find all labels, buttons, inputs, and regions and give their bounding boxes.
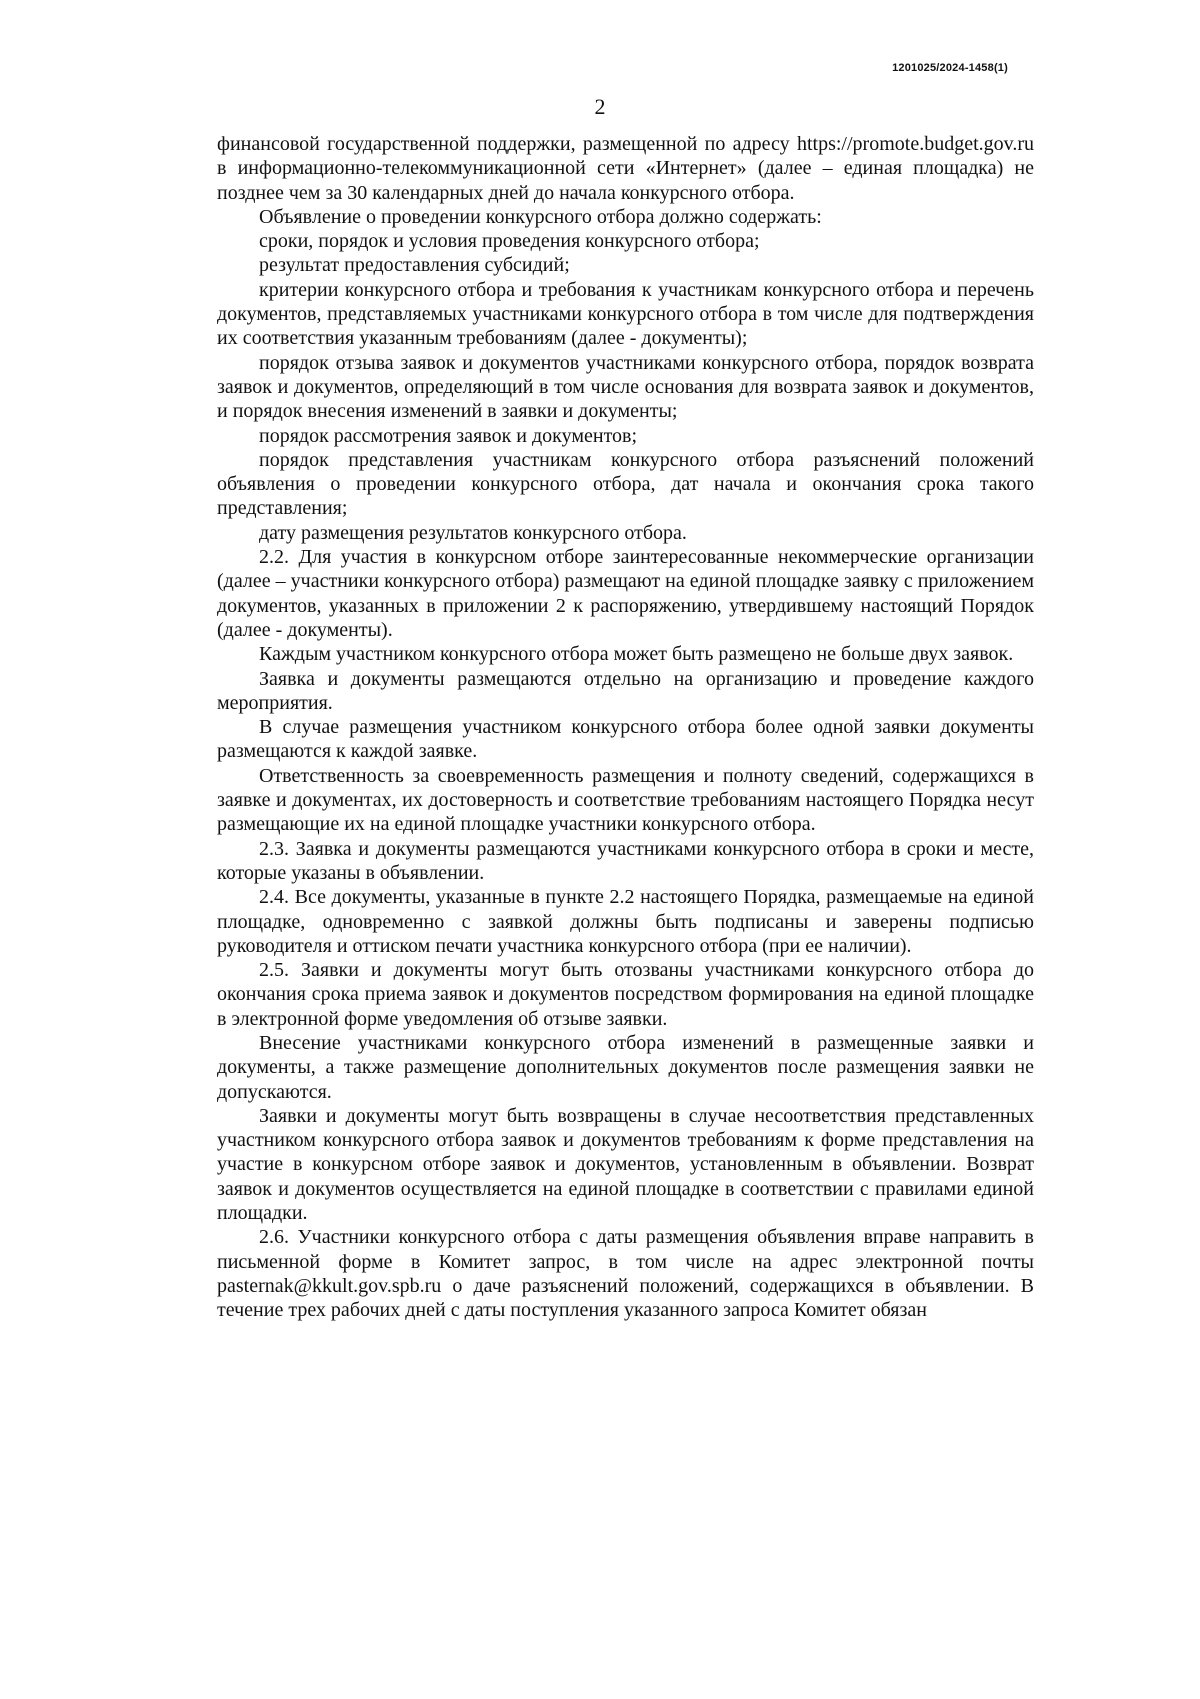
list-item: результат предоставления субсидий; xyxy=(259,254,570,277)
paragraph: Заявки и документы могут быть возвращены в случае несоответствия представленных участником конкурсного отбора заявок и документов требованиям к форме представления на участие в конкурсном отборе заявок и документов, установленным в объявлении. Возврат заявок и документов осуществляется на единой площадке в соответствии с правилами единой площадки. xyxy=(217,1104,1034,1225)
paragraph-continuation: финансовой государственной поддержки, размещенной по адресу https://promote.budget.gov.ru в информационно-телекоммуникационной сети «Интернет» (далее – единая площадка) не позднее чем за 30 календарных дней до начала конкурсного отбора. xyxy=(217,133,1034,204)
paragraph: Заявка и документы размещаются отдельно на организацию и проведение каждого мероприятия. xyxy=(217,667,1034,714)
clause-2-6: 2.6. Участники конкурсного отбора с даты размещения объявления вправе направить в письменной форме в Комитет запрос, в том числе на адрес электронной почты pasternak@kkult.gov.spb.ru о даче разъяснений положений, содержащихся в объявлении. В течение трех рабочих дней с даты поступления указанного запроса Комитет обязан xyxy=(217,1226,1034,1322)
paragraph: Объявление о проведении конкурсного отбора должно содержать: xyxy=(259,205,822,228)
list-item: порядок отзыва заявок и документов участниками конкурсного отбора, порядок возврата заявок и документов, определяющий в том числе основания для возврата заявок и документов, и порядок внесения изменений в заявки и документы; xyxy=(217,351,1034,423)
clause-2-5: 2.5. Заявки и документы могут быть отозваны участниками конкурсного отбора до окончания срока приема заявок и документов посредством формирования на единой площадке в электронной форме уведомления об отзыве заявки. xyxy=(217,959,1034,1030)
list-item: дату размещения результатов конкурсного отбора. xyxy=(259,521,687,544)
clause-2-4: 2.4. Все документы, указанные в пункте 2.2 настоящего Порядка, размещаемые на единой площадке, одновременно с заявкой должны быть подписаны и заверены подписью руководителя и оттиском печати участника конкурсного отбора (при ее наличии). xyxy=(217,886,1034,957)
document-body xyxy=(217,132,1034,1323)
paragraph: В случае размещения участником конкурсного отбора более одной заявки документы размещаются к каждой заявке. xyxy=(217,716,1034,763)
clause-2-2: 2.2. Для участия в конкурсном отборе заинтересованные некоммерческие организации (далее – участники конкурсного отбора) размещают на единой площадке заявку с приложением документов, указанных в приложении 2 к распоряжению, утвердившему настоящий Порядок (далее - документы). xyxy=(217,546,1034,641)
list-item: порядок представления участникам конкурсного отбора разъяснений положений объявления о проведении конкурсного отбора, дат начала и окончания срока такого представления; xyxy=(217,448,1034,520)
paragraph: Каждым участником конкурсного отбора может быть размещено не больше двух заявок. xyxy=(259,643,1014,666)
clause-2-3: 2.3. Заявка и документы размещаются участниками конкурсного отбора в сроки и месте, которые указаны в объявлении. xyxy=(217,837,1034,884)
list-item: критерии конкурсного отбора и требования к участникам конкурсного отбора и перечень документов, представляемых участниками конкурсного отбора в том числе для подтверждения их соответствия указанным требованиям (далее - документы); xyxy=(217,278,1034,350)
page-number: 2 xyxy=(594,94,606,119)
paragraph: Внесение участниками конкурсного отбора изменений в размещенные заявки и документы, а также размещение дополнительных документов после размещения заявки не допускаются. xyxy=(217,1031,1034,1103)
list-item: порядок рассмотрения заявок и документов; xyxy=(259,424,638,447)
list-item: сроки, порядок и условия проведения конкурсного отбора; xyxy=(259,230,760,253)
document-registration-number: 1201025/2024-1458(1) xyxy=(892,62,1008,74)
paragraph: Ответственность за своевременность размещения и полноту сведений, содержащихся в заявке и документах, их достоверность и соответствие требованиям настоящего Порядка несут размещающие их на единой площадке участники конкурсного отбора. xyxy=(217,764,1034,836)
